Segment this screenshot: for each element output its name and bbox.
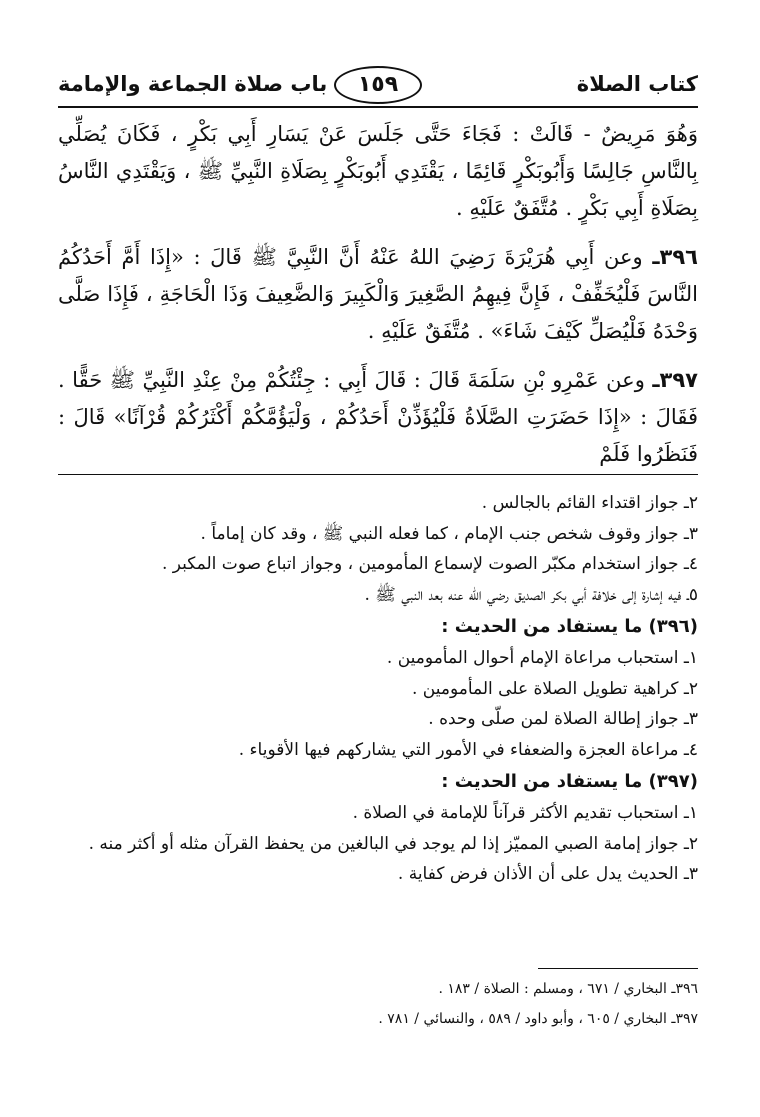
- page-header: [58, 66, 698, 106]
- paragraph-continuation: وَهُوَ مَرِيضٌ - قَالَتْ : فَجَاءَ حَتَّى جَلَسَ عَنْ يَسَارِ أَبِي بَكْرٍ ، فَكَانَ يُصَلِّي بِالنَّاسِ جَالِسًا وَأَبُوبَكْرٍ قَائِمًا ، يَقْتَدِي أَبُوبَكْرٍ بِصَلَاةِ النَّبِيِّ ﷺ ، وَيَقْتَدِي النَّاسُ بِصَلَاةِ أَبِي بَكْرٍ . مُتَّفَقٌ عَلَيْهِ .: [58, 122, 698, 220]
- hadith-text: وعن أَبِي هُرَيْرَةَ رَضِيَ اللهُ عَنْهُ أَنَّ النَّبِيَّ ﷺ قَالَ : «إِذَا أَمَّ أَحَدُكُمُ النَّاسَ فَلْيُخَفِّفْ ، فَإِنَّ فِيهِمُ الصَّغِيرَ وَالْكَبِيرَ وَالضَّعِيفَ وَذَا الْحَاجَةِ ، فَإِذَا صَلَّى وَحْدَهُ فَلْيُصَلِّ كَيْفَ شَاءَ» . مُتَّفَقٌ عَلَيْهِ .: [58, 245, 698, 343]
- hadith-number: ٣٩٧ـ: [652, 368, 698, 392]
- chapter-title: باب صلاة الجماعة والإمامة: [58, 72, 328, 96]
- page-number: ١٥٩: [334, 66, 422, 104]
- section-divider: [58, 474, 698, 475]
- benefit-item: ٢ـ كراهية تطويل الصلاة على المأمومين .: [411, 678, 698, 699]
- commentary: [58, 488, 698, 890]
- book-title: كتاب الصلاة: [576, 72, 698, 96]
- section-heading-396: (٣٩٦) ما يستفاد من الحديث :: [441, 616, 698, 637]
- hadith-397: [58, 362, 698, 473]
- benefit-item: ٤ـ مراعاة العجزة والضعفاء في الأمور التي يشاركهم فيها الأقوياء .: [238, 739, 698, 760]
- benefit-item: ٤ـ جواز استخدام مكبّر الصوت لإسماع المأمومين ، وجواز اتباع صوت المكبر .: [161, 554, 698, 574]
- benefit-item: ١ـ استحباب مراعاة الإمام أحوال المأمومين .: [386, 648, 698, 668]
- footnote: ٣٩٧ـ البخاري / ٦٠٥ ، وأبو داود / ٥٨٩ ، والنسائي / ٧٨١ .: [378, 1011, 698, 1027]
- footnote-rule: [538, 968, 698, 969]
- footnote: ٣٩٦ـ البخاري / ٦٧١ ، ومسلم : الصلاة / ١٨٣ .: [438, 981, 698, 997]
- benefit-item: ٥ـ فيه إشارة إلى خلافة أبي بكر الصديق رضي الله عنه بعد النبي ﷺ .: [364, 584, 698, 605]
- section-heading-397: (٣٩٧) ما يستفاد من الحديث :: [441, 771, 698, 792]
- benefit-item: ٢ـ جواز إمامة الصبي المميّز إذا لم يوجد في البالغين من يحفظ القرآن مثله أو أكثر منه .: [88, 833, 698, 854]
- benefit-item: ٣ـ جواز وقوف شخص جنب الإمام ، كما فعله النبي ﷺ ، وقد كان إماماً .: [200, 523, 698, 544]
- benefit-item: ٣ـ الحديث يدل على أن الأذان فرض كفاية .: [397, 864, 698, 884]
- hadith-396: [58, 239, 698, 350]
- main-text: [58, 116, 698, 485]
- benefit-item: ١ـ استحباب تقديم الأكثر قرآناً للإمامة في الصلاة .: [352, 803, 698, 823]
- hadith-text: وعن عَمْرِو بْنِ سَلَمَةَ قَالَ : قَالَ أَبِي : جِئْتُكُمْ مِنْ عِنْدِ النَّبِيِّ ﷺ حَقًّا . فَقَالَ : «إِذَا حَضَرَتِ الصَّلَاةُ فَلْيُؤَذِّنْ أَحَدُكُمْ ، وَلْيَؤُمَّكُمْ أَكْثَرُكُمْ قُرْآنًا» قَالَ : فَنَظَرُوا فَلَمْ: [58, 368, 698, 466]
- hadith-number: ٣٩٦ـ: [652, 245, 698, 269]
- header-rule: [58, 106, 698, 108]
- footnotes: [58, 974, 698, 1034]
- benefit-item: ٣ـ جواز إطالة الصلاة لمن صلّى وحده .: [428, 709, 698, 729]
- benefit-item: ٢ـ جواز اقتداء القائم بالجالس .: [481, 493, 698, 513]
